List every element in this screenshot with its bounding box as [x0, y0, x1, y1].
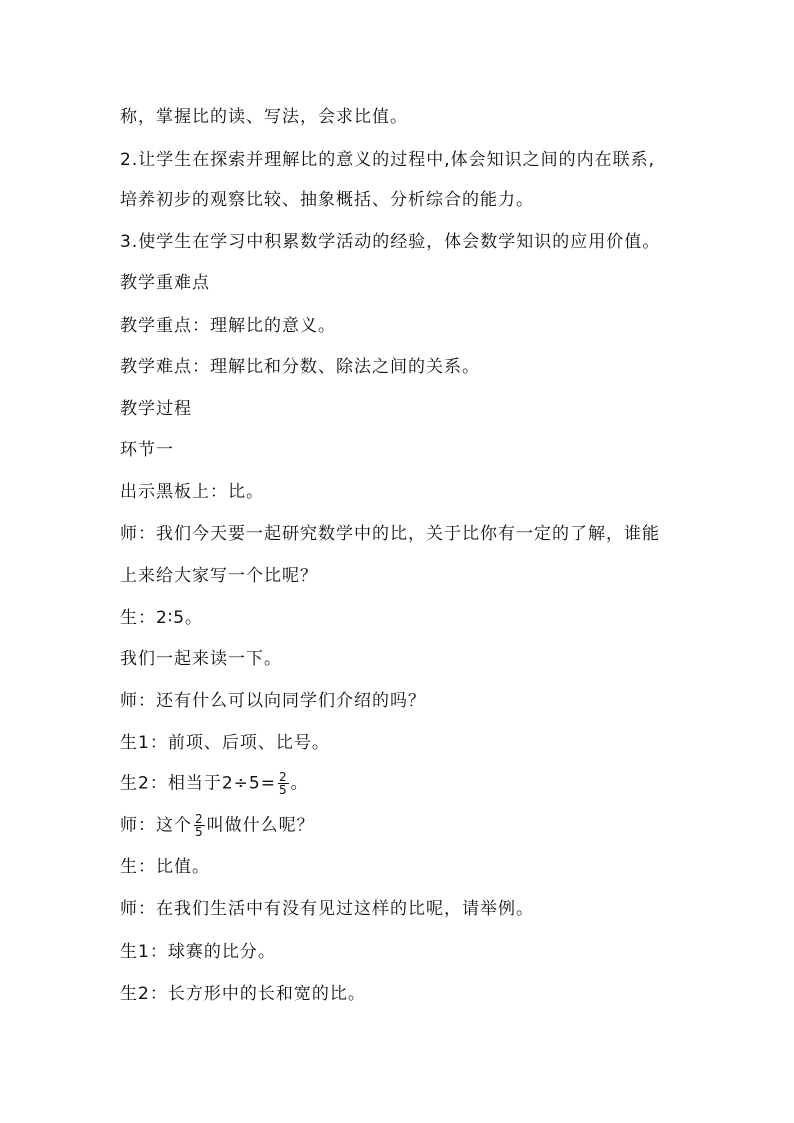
text-line: 我们一起来读一下。: [120, 649, 282, 669]
text-line: 生：比值。: [120, 857, 210, 877]
text-line: 师：在我们生活中有没有见过这样的比呢，请举例。: [120, 899, 534, 919]
fraction: [194, 813, 205, 838]
text-line-with-fraction: [120, 771, 309, 796]
text-line: 生2：长方形中的长和宽的比。: [120, 984, 366, 1004]
text-line: 出示黑板上：比。: [120, 482, 264, 502]
text-line: 生：2∶5。: [120, 608, 204, 628]
line-prefix: 生2：相当于2÷5=: [120, 773, 276, 794]
subsection-heading: 环节一: [120, 440, 174, 460]
text-line: 生1：前项、后项、比号。: [120, 733, 330, 753]
text-line: 2.让学生在探索并理解比的意义的过程中,体会知识之间的内在联系,: [120, 150, 656, 170]
fraction-numerator: 2: [278, 770, 288, 784]
fraction-denominator: 5: [278, 783, 288, 797]
section-heading: 教学重难点: [120, 273, 210, 293]
text-line: 称，掌握比的读、写法，会求比值。: [120, 107, 408, 127]
text-line: 师：我们今天要一起研究数学中的比，关于比你有一定的了解，谁能: [120, 524, 660, 544]
line-suffix: 。: [290, 773, 309, 794]
fraction-numerator: 2: [195, 812, 204, 826]
line-prefix: 师：这个: [120, 815, 192, 836]
text-line: 上来给大家写一个比呢？: [120, 566, 318, 586]
line-suffix: 叫做什么呢？: [206, 815, 315, 836]
text-line: 教学重点：理解比的意义。: [120, 316, 336, 336]
text-line: 教学难点：理解比和分数、除法之间的关系。: [120, 357, 480, 377]
fraction: [278, 771, 289, 796]
text-line: 生1：球赛的比分。: [120, 942, 276, 962]
text-line: 师：还有什么可以向同学们介绍的吗？: [120, 691, 426, 711]
text-line-with-fraction: [120, 813, 315, 838]
fraction-denominator: 5: [195, 825, 204, 839]
text-line: 培养初步的观察比较、抽象概括、分析综合的能力。: [120, 190, 534, 210]
section-heading: 教学过程: [120, 399, 192, 419]
text-line: 3.使学生在学习中积累数学活动的经验，体会数学知识的应用价值。: [120, 232, 661, 252]
